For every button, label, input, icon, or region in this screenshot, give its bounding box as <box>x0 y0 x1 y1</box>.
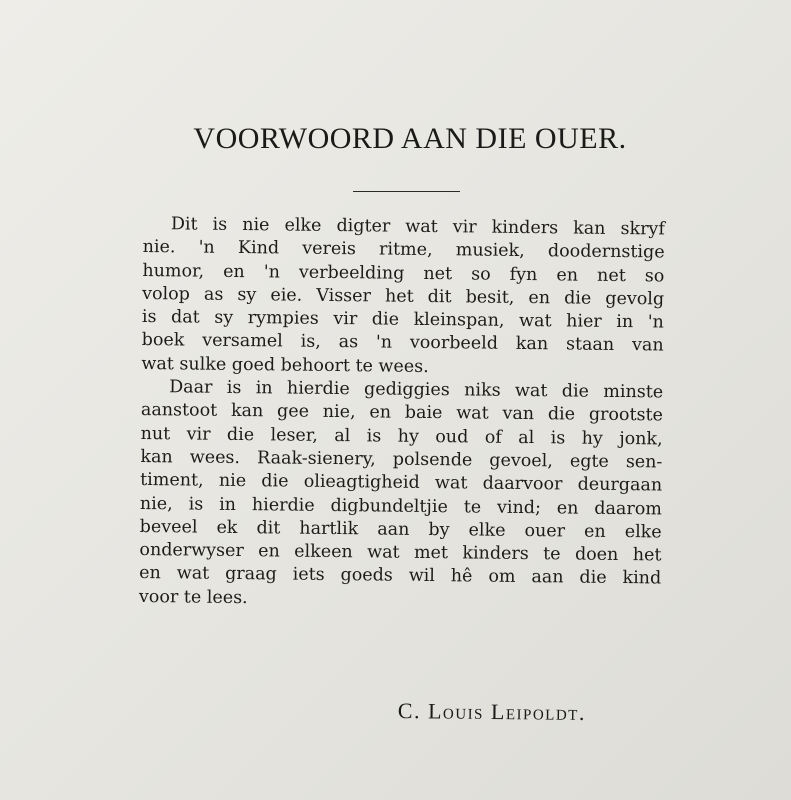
title-divider <box>353 191 460 192</box>
text-line: onderwyser en elkeen wat met kinders te doen het <box>139 540 662 566</box>
text-line: volop as sy eie. Visser het dit besit, en die gevolg <box>142 283 665 310</box>
text-line: nut vir die leser, al is hy oud of al is hy jonk, <box>140 423 663 450</box>
text-line: humor, en 'n verbeelding net so fyn en net so <box>142 260 665 287</box>
text-line: en wat graag iets goeds wil hê om aan die kind <box>139 563 662 589</box>
text-line: beveel ek dit hartlik aan by elke ouer en elke <box>139 516 662 543</box>
text-line: timent, nie die olieagtigheid wat daarvoor deurgaan <box>140 470 663 496</box>
text-line: Daar is in hierdie gediggies niks wat die minste <box>169 377 664 403</box>
text-line: is dat sy rympies vir die kleinspan, wat hier in 'n <box>141 307 664 333</box>
body-text <box>139 213 665 614</box>
text-line: nie. 'n Kind vereis ritme, musiek, doodernstige <box>142 237 665 263</box>
text-line: kan wees. Raak-sienery, polsende gevoel, egte sen- <box>140 446 663 473</box>
page-title: VOORWOORD AAN DIE OUER. <box>193 122 627 155</box>
author-signature: C. Louis Leipoldt. <box>397 698 587 725</box>
text-line: wat sulke goed behoort te wees. <box>141 353 429 377</box>
paragraph-1 <box>141 213 665 382</box>
text-line: voor te lees. <box>138 586 248 608</box>
text-line: nie, is in hierdie digbundeltjie te vind; en daarom <box>139 493 663 520</box>
text-line: aanstoot kan gee nie, en baie wat van die grootste <box>140 400 664 426</box>
text-line: boek versamel is, as 'n voorbeeld kan staan van <box>141 330 664 356</box>
paragraph-2 <box>139 376 663 614</box>
text-line: Dit is nie elke digter wat vir kinders kan skryf <box>170 214 665 240</box>
